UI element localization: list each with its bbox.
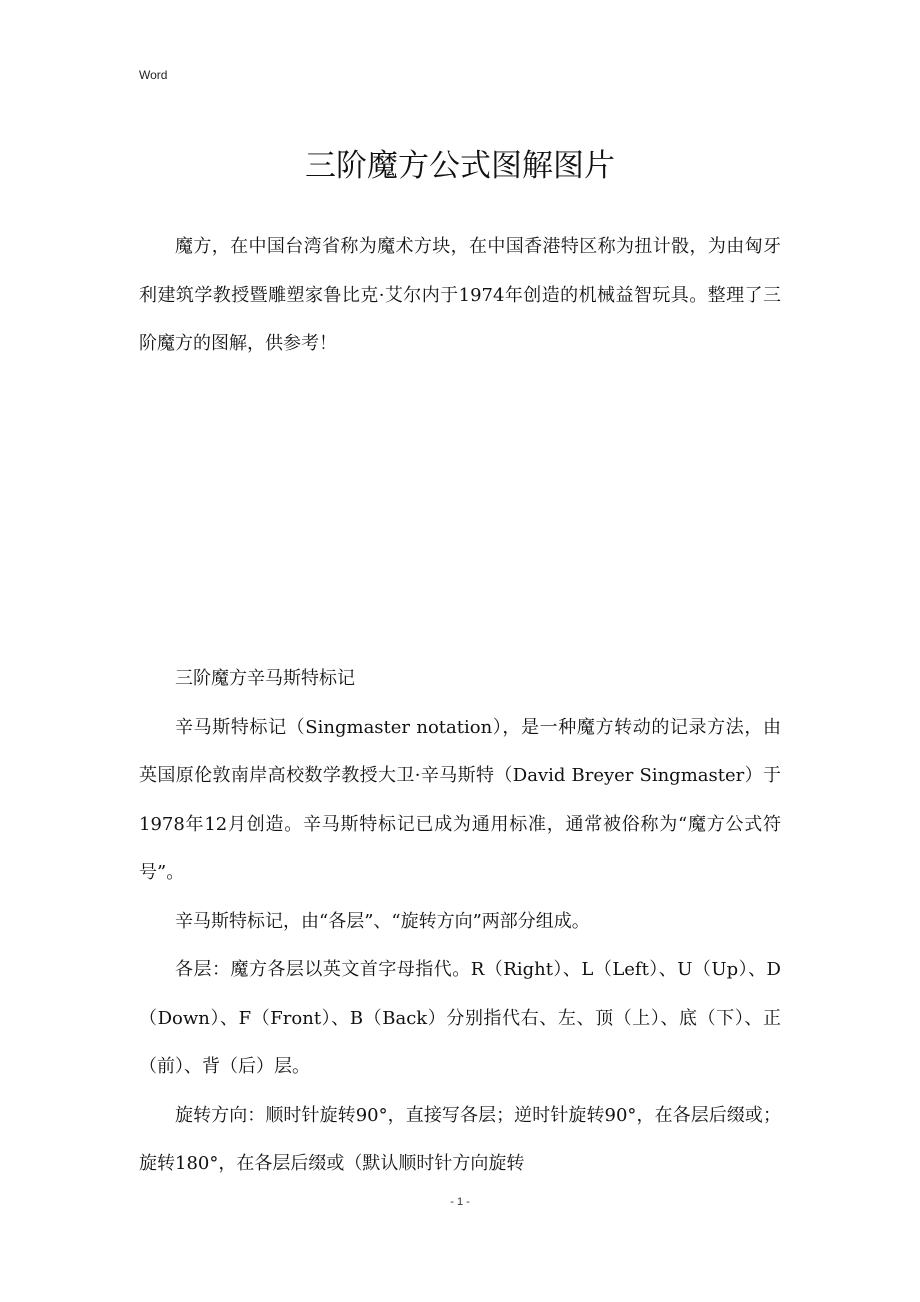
notation-definition-paragraph: 辛马斯特标记（Singmaster notation），是一种魔方转动的记录方法，由英国原伦敦南岸高校数学教授大卫·辛马斯特（David Breyer Singmaster）于1978年12月创造。辛马斯特标记已成为通用标准，通常被俗称为“魔方公式符号”。 [139, 716, 781, 883]
rotation-direction-paragraph: 旋转方向：顺时针旋转90°，直接写各层；逆时针旋转90°，在各层后缀或；旋转180°，在各层后缀或（默认顺时针方向旋转 [139, 1104, 781, 1174]
page-number: - 1 - [450, 1196, 470, 1208]
intro-section [139, 223, 781, 369]
document-title: 三阶魔方公式图解图片 [305, 148, 615, 184]
notation-composition-paragraph: 辛马斯特标记，由“各层”、“旋转方向”两部分组成。 [175, 910, 590, 932]
section-heading: 三阶魔方辛马斯特标记 [175, 668, 355, 689]
intro-paragraph: 魔方，在中国台湾省称为魔术方块，在中国香港特区称为扭计骰，为由匈牙利建筑学教授暨雕塑家鲁比克·艾尔内于1974年创造的机械益智玩具。整理了三阶魔方的图解，供参考！ [139, 236, 781, 354]
notation-section [139, 655, 781, 1189]
header-label: Word [139, 68, 168, 82]
layers-paragraph: 各层：魔方各层以英文首字母指代。R（Right）、L（Left）、U（Up）、D（Down）、F（Front）、B（Back）分别指代右、左、顶（上）、底（下）、正（前）、背（后）层。 [139, 959, 781, 1077]
